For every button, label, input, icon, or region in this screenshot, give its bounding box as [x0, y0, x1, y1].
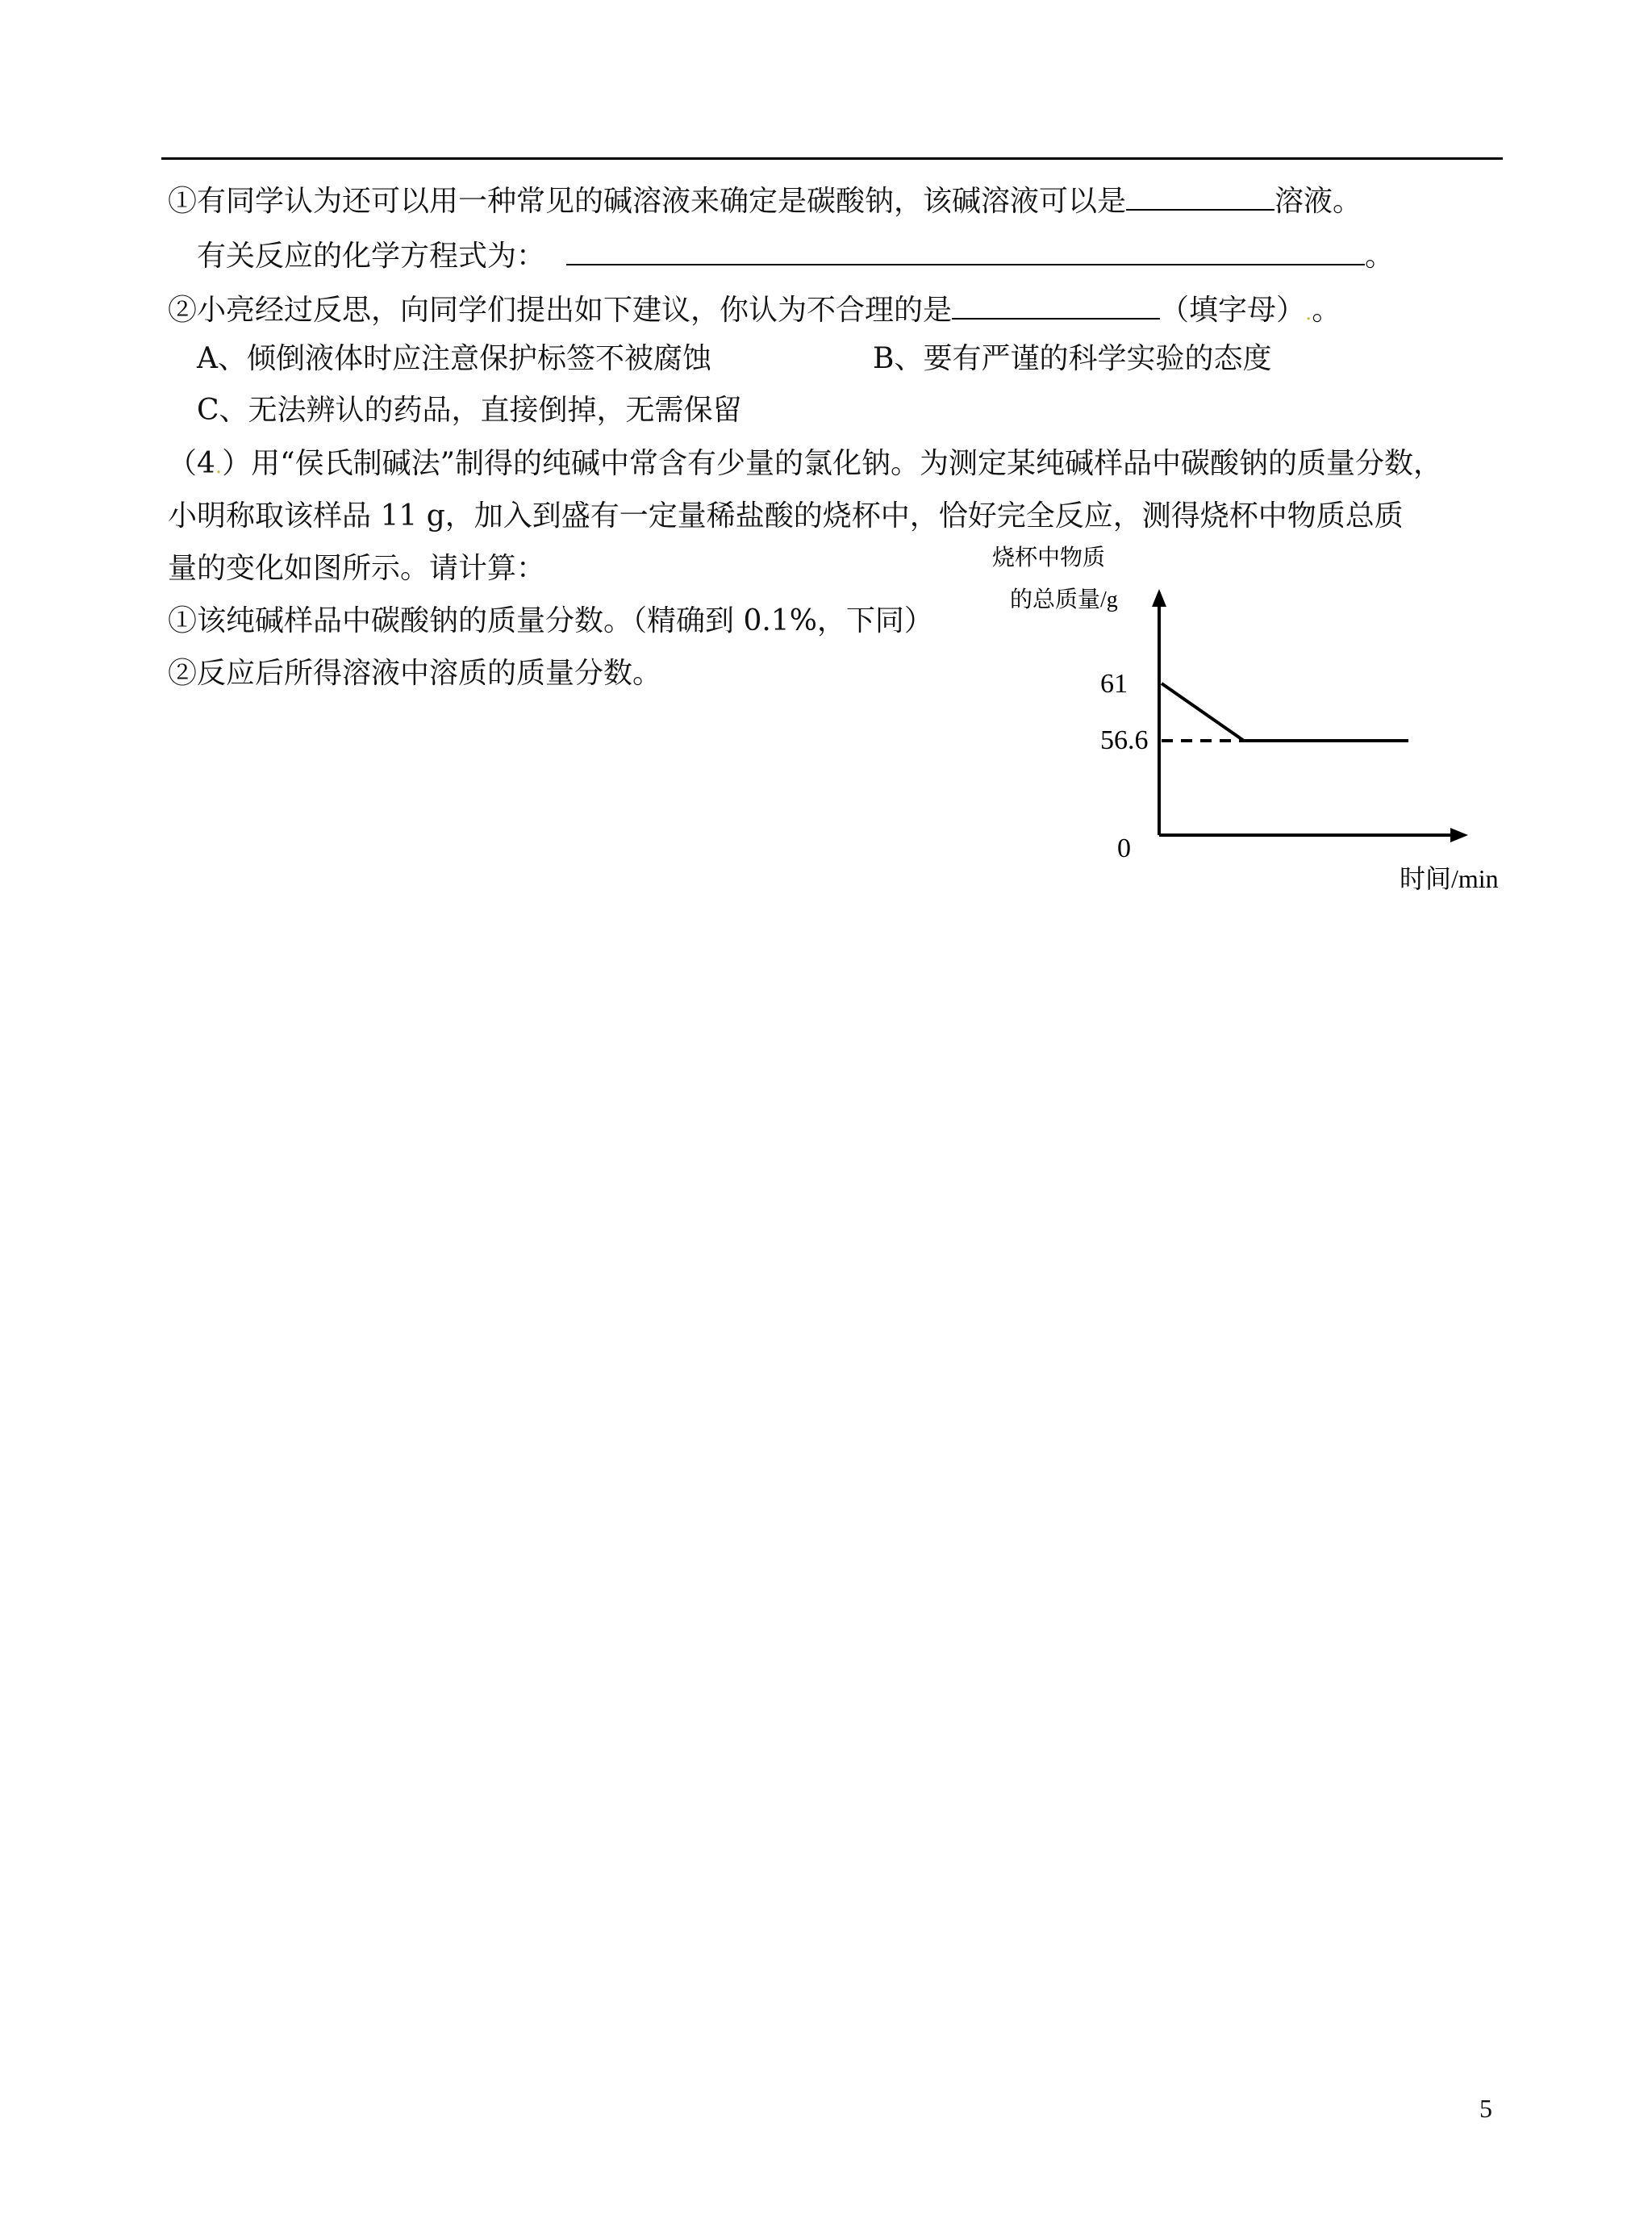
- x-axis-arrow-icon: [1450, 828, 1468, 842]
- item2-suffix: （填字母）: [1160, 294, 1306, 327]
- header-rule: [161, 157, 1503, 160]
- page-number: 5: [1479, 2094, 1492, 2123]
- equation-suffix: 。: [1365, 240, 1395, 273]
- ink-dot: .: [215, 454, 223, 478]
- answer-blank-choice[interactable]: [952, 290, 1160, 320]
- mass-time-chart: [968, 533, 1533, 904]
- item2-end: 。: [1312, 294, 1341, 327]
- y-tick-61: 61: [1100, 669, 1128, 699]
- equation-line: [197, 236, 1394, 274]
- answer-blank-alkali[interactable]: [1126, 182, 1274, 211]
- item2-text: ②小亮经过反思，向同学们提出如下建议，你认为不合理的是: [168, 294, 953, 327]
- y-axis-label-line-1: 烧杯中物质: [992, 545, 1106, 570]
- option-b: B、要有严谨的科学实验的态度: [873, 342, 1272, 375]
- y-tick-56-6: 56.6: [1100, 725, 1149, 755]
- item1-text: ①有同学认为还可以用一种常见的碱溶液来确定是碳酸钠，该碱溶液可以是: [168, 185, 1127, 218]
- y-axis-arrow-icon: [1152, 589, 1166, 607]
- mass-series-line: [1162, 683, 1408, 741]
- equation-label: 有关反应的化学方程式为：: [197, 240, 546, 273]
- origin-label: 0: [1117, 833, 1131, 863]
- y-axis-label-line-2: 的总质量/g: [1010, 587, 1118, 612]
- part4-line-3: 量的变化如图所示。请计算：: [168, 552, 546, 585]
- calc-question-1: ①该纯碱样品中碳酸钠的质量分数。（精确到 0.1%，下同）: [168, 604, 933, 637]
- question-item-1: [168, 182, 1362, 219]
- question-item-2: [168, 290, 1341, 331]
- part4-line-2: 小明称取该样品 11 g，加入到盛有一定量稀盐酸的烧杯中，恰好完全反应，测得烧杯中物质总质: [168, 499, 1404, 533]
- ink-dot: .: [1305, 301, 1312, 325]
- calc-question-2: ②反应后所得溶液中溶质的质量分数。: [168, 657, 662, 690]
- item1-suffix: 溶液。: [1274, 185, 1362, 218]
- answer-blank-equation[interactable]: [566, 236, 1365, 265]
- option-c: C、无法辨认的药品，直接倒掉，无需保留: [197, 394, 742, 427]
- part4-line-1: [168, 446, 1442, 484]
- part4-number: （4: [168, 447, 215, 480]
- x-axis-label: 时间/min: [1400, 864, 1499, 893]
- part4-text: ）用“侯氏制碱法”制得的纯碱中常含有少量的氯化钠。为测定某纯碱样品中碳酸钠的质量分数，: [222, 447, 1442, 480]
- option-a: A、倾倒液体时应注意保护标签不被腐蚀: [197, 342, 711, 375]
